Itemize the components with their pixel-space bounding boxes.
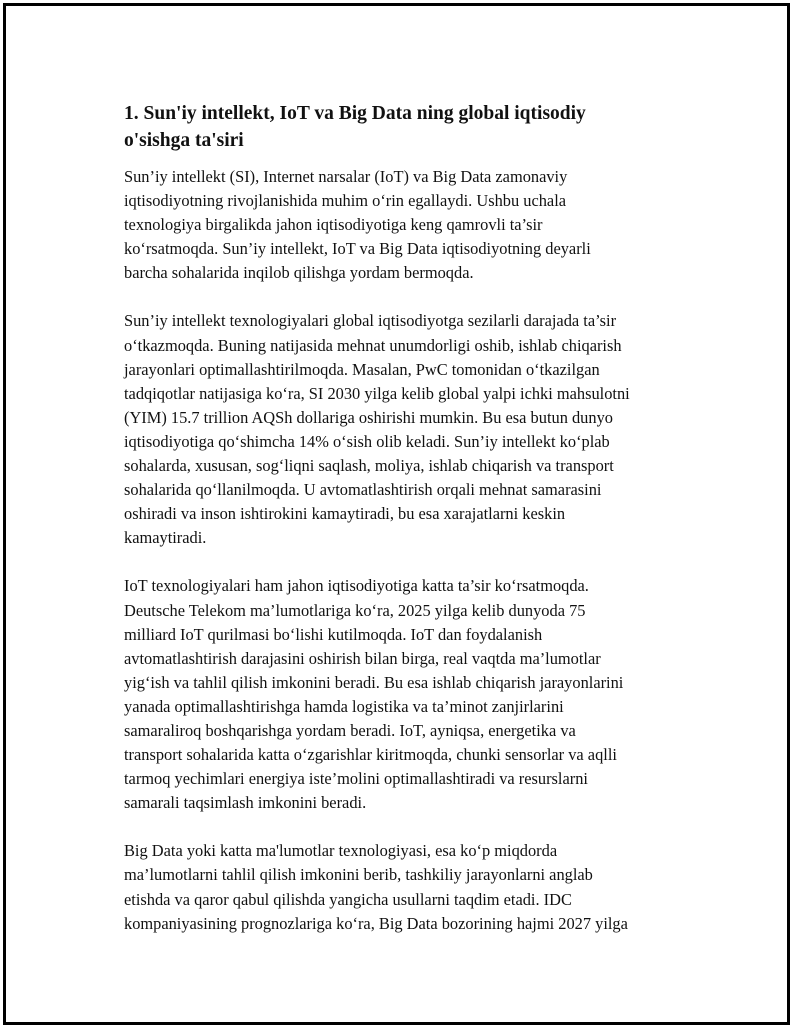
text-line: tarmoq yechimlari energiya iste’molini optimallashtiradi va resurslarni [124, 769, 588, 789]
text-line: sohalarda, xususan, sog‘liqni saqlash, moliya, ishlab chiqarish va transport [124, 456, 614, 476]
text-line: avtomatlashtirish darajasini oshirish bilan birga, real vaqtda ma’lumotlar [124, 648, 601, 668]
text-line: yanada optimallashtirishga hamda logistika va ta’minot zanjirlarini [124, 696, 564, 716]
paragraph-4 [124, 839, 699, 935]
text-line: ko‘rsatmoqda. Sun’iy intellekt, IoT va Big Data iqtisodiyotning deyarli [124, 239, 591, 259]
text-line: tadqiqotlar natijasiga ko‘ra, SI 2030 yilga kelib global yalpi ichki mahsulotni [124, 383, 630, 403]
text-line: yig‘ish va tahlil qilish imkonini beradi. Bu esa ishlab chiqarish jarayonlarini [124, 672, 624, 692]
text-line: IoT texnologiyalari ham jahon iqtisodiyotiga katta ta’sir ko‘rsatmoqda. [124, 576, 589, 596]
paragraph-2 [124, 309, 699, 550]
text-line: Sun’iy intellekt texnologiyalari global iqtisodiyotga sezilarli darajada ta’sir [124, 311, 617, 331]
text-line: o‘tkazmoqda. Buning natijasida mehnat unumdorligi oshib, ishlab chiqarish [124, 335, 622, 355]
text-line: transport sohalarida katta o‘zgarishlar kiritmoqda, chunki sensorlar va aqlli [124, 745, 617, 765]
text-line: kamaytiradi. [124, 528, 207, 548]
text-line: kompaniyasining prognozlariga ko‘ra, Big Data bozorining hajmi 2027 yilga [124, 913, 628, 933]
text-line: oshiradi va inson ishtirokini kamaytiradi, bu esa xarajatlarni keskin [124, 504, 566, 524]
paragraph-3 [124, 574, 699, 815]
text-line: ma’lumotlarni tahlil qilish imkonini berib, tashkiliy jarayonlarni anglab [124, 865, 593, 885]
document-body [124, 100, 699, 960]
text-line: etishda va qaror qabul qilishda yangicha usullarni taqdim etadi. IDC [124, 889, 572, 909]
heading-line: 1. Sun'iy intellekt, IoT va Big Data ning global iqtisodiy [124, 103, 586, 124]
text-line: (YIM) 15.7 trillion AQSh dollariga oshirishi mumkin. Bu esa butun dunyo [124, 407, 613, 427]
heading-line: o'sishga ta'siri [124, 130, 244, 151]
text-line: samaraliroq boshqarishga yordam beradi. IoT, ayniqsa, energetika va [124, 720, 576, 740]
text-line: Sun’iy intellekt (SI), Internet narsalar (IoT) va Big Data zamonaviy [124, 167, 568, 186]
page-frame [3, 3, 790, 1025]
paragraph-1 [124, 165, 699, 285]
text-line: milliard IoT qurilmasi bo‘lishi kutilmoqda. IoT dan foydalanish [124, 624, 543, 644]
text-line: Big Data yoki katta ma'lumotlar texnologiyasi, esa ko‘p miqdorda [124, 841, 558, 861]
text-line: samarali taqsimlash imkonini beradi. [124, 793, 367, 813]
text-line: barcha sohalarida inqilob qilishga yordam bermoqda. [124, 263, 474, 283]
text-line: iqtisodiyotiga qo‘shimcha 14% o‘sish olib keladi. Sun’iy intellekt ko‘plab [124, 431, 610, 451]
text-line: iqtisodiyotning rivojlanishida muhim o‘rin egallaydi. Ushbu uchala [124, 191, 567, 211]
section-heading [124, 100, 699, 154]
text-line: texnologiya birgalikda jahon iqtisodiyotiga keng qamrovli ta’sir [124, 215, 543, 235]
text-line: Deutsche Telekom ma’lumotlariga ko‘ra, 2025 yilga kelib dunyoda 75 [124, 600, 586, 620]
text-line: jarayonlari optimallashtirilmoqda. Masalan, PwC tomonidan o‘tkazilgan [124, 359, 600, 379]
text-line: sohalarida qo‘llanilmoqda. U avtomatlashtirish orqali mehnat samarasini [124, 480, 602, 500]
